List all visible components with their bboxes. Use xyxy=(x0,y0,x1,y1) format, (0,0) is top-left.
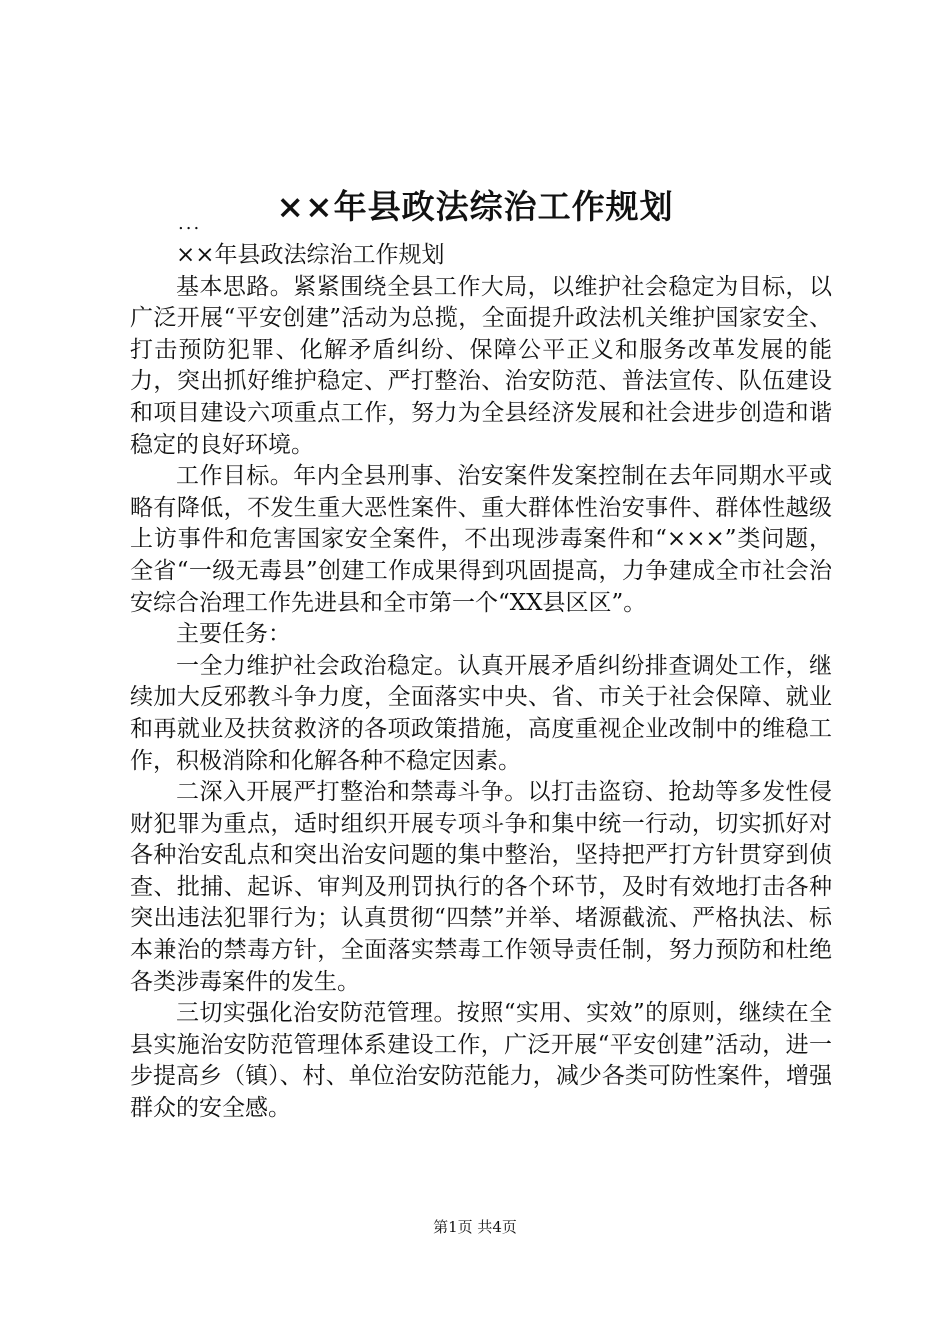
page-footer: 第1页 共4页 xyxy=(433,1218,517,1236)
paragraph-task-two: 二深入开展严打整治和禁毒斗争。以打击盗窃、抢劫等多发性侵财犯罪为重点，适时组织开展专项斗争和集中统一行动，切实抓好对各种治安乱点和突出治安问题的集中整治，坚持把严打方针贯穿到侦查、批捕、起诉、审判及刑罚执行的各个环节，及时有效地打击各种突出违法犯罪行为；认真贯彻“四禁”并举、堵源截流、严格执法、标本兼治的禁毒方针，全面落实禁毒工作领导责任制，努力预防和杜绝各类涉毒案件的发生。 xyxy=(130,779,832,995)
ellipsis-mark: ... xyxy=(178,213,202,234)
paragraph-task-three: 三切实强化治安防范管理。按照“实用、实效”的原则，继续在全县实施治安防范管理体系建设工作，广泛开展“平安创建”活动，进一步提高乡（镇）、村、单位治安防范能力，减少各类可防性案件，增强群众的安全感。 xyxy=(130,1000,832,1122)
paragraph-subtitle: ××年县政法综治工作规划 xyxy=(176,242,445,268)
paragraph-work-goals: 工作目标。年内全县刑事、治安案件发案控制在去年同期水平或略有降低，不发生重大恶性案件、重大群体性治安事件、群体性越级上访事件和危害国家安全案件，不出现涉毒案件和“×××”类问题，全省“一级无毒县”创建工作成果得到巩固提高，力争建成全市社会治安综合治理工作先进县和全市第一个“XX县区区”。 xyxy=(130,463,832,616)
document-title: ××年县政法综治工作规划 xyxy=(276,187,674,226)
document-body xyxy=(130,240,832,1125)
paragraph-task-one: 一全力维护社会政治稳定。认真开展矛盾纠纷排查调处工作，继续加大反邪教斗争力度，全面落实中央、省、市关于社会保障、就业和再就业及扶贫救济的各项政策措施，高度重视企业改制中的维稳工作，积极消除和化解各种不稳定因素。 xyxy=(130,652,832,774)
paragraph-main-tasks-heading: 主要任务： xyxy=(176,621,291,648)
paragraph-basic-approach: 基本思路。紧紧围绕全县工作大局，以维护社会稳定为目标，以广泛开展“平安创建”活动为总揽，全面提升政法机关维护国家安全、打击预防犯罪、化解矛盾纠纷、保障公平正义和服务改革发展的能力，突出抓好维护稳定、严打整治、治安防范、普法宣传、队伍建设和项目建设六项重点工作，努力为全县经济发展和社会进步创造和谐稳定的良好环境。 xyxy=(130,273,832,458)
